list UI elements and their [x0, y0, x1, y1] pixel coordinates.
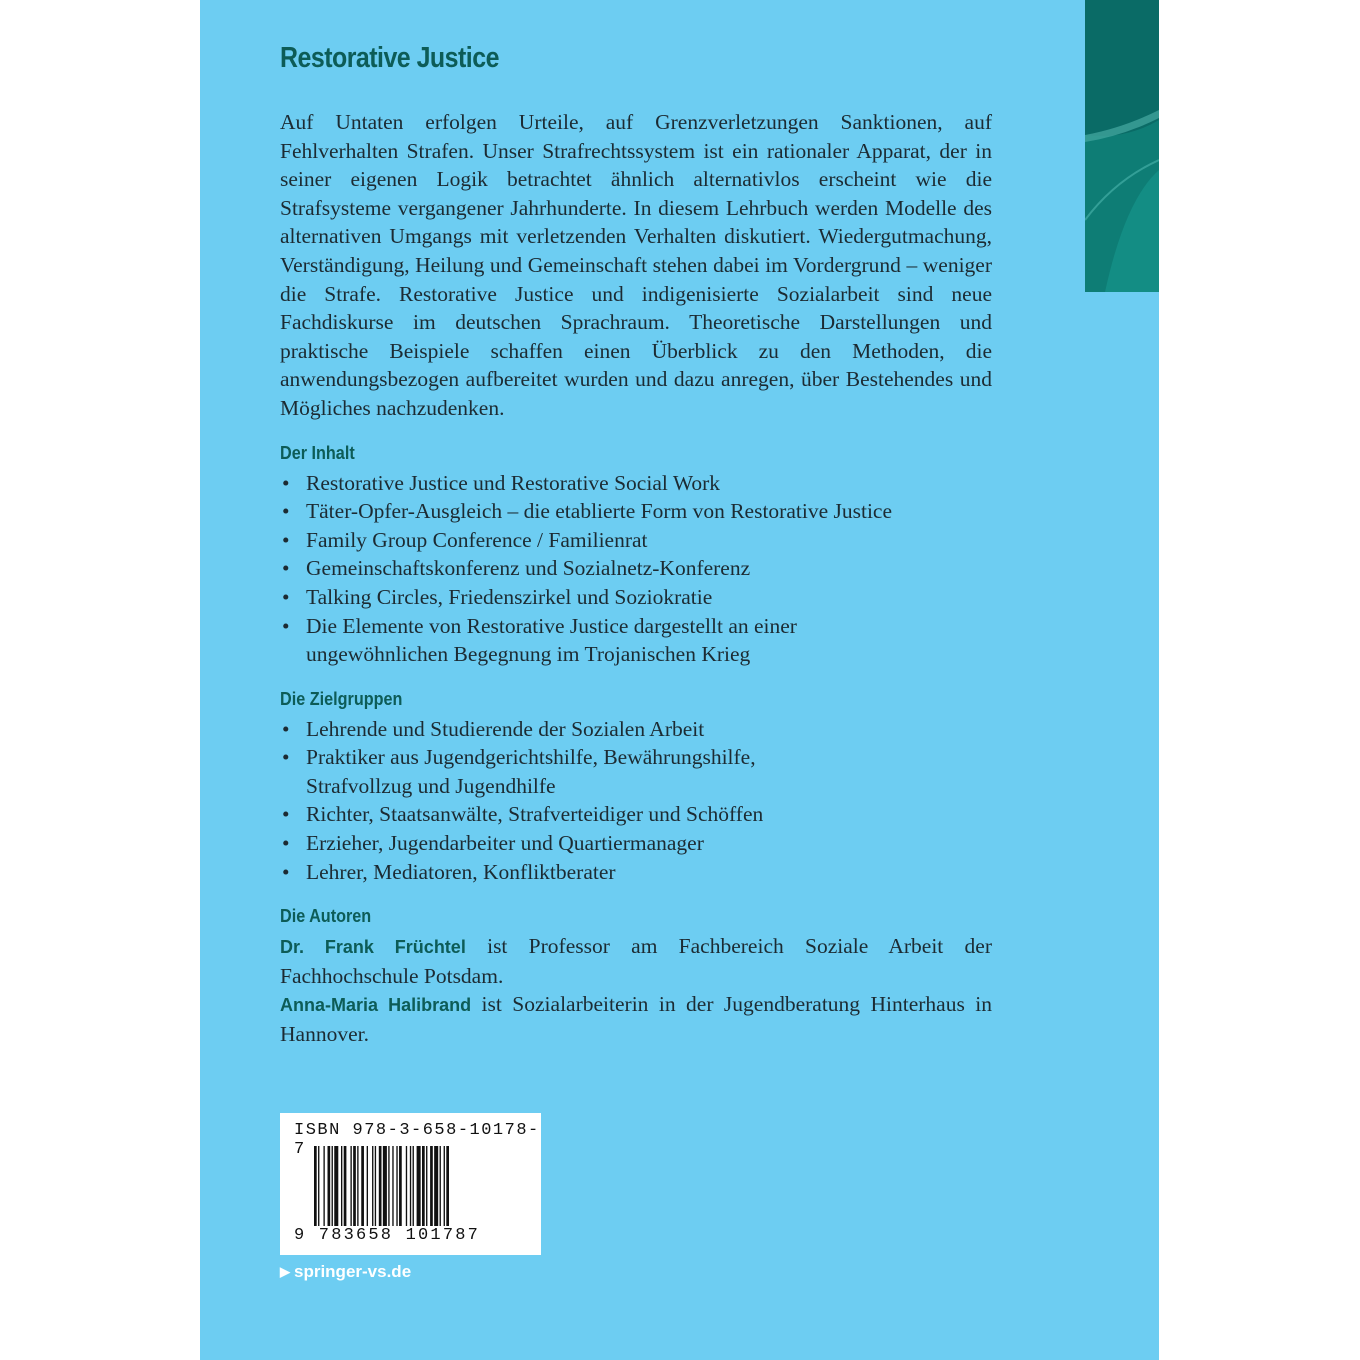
- contents-heading: Der Inhalt: [280, 442, 355, 463]
- accent-pattern-graphic: [1085, 0, 1159, 292]
- author-bio: [280, 990, 992, 1048]
- barcode-bar: [314, 1146, 317, 1226]
- list-item: • Die Elemente von Restorative Justice dargestellt an einer ungewöhnlichen Begegnung im Trojanischen Krieg: [282, 613, 797, 667]
- barcode-bar: [426, 1146, 427, 1226]
- target-groups-section: [280, 685, 992, 887]
- barcode-bar: [367, 1146, 368, 1226]
- book-title: Restorative Justice: [280, 42, 499, 74]
- play-arrow-icon: ▶: [280, 1264, 290, 1279]
- target-groups-heading: Die Zielgruppen: [280, 688, 403, 709]
- bullet-icon: •: [282, 716, 290, 741]
- barcode-bar: [328, 1146, 331, 1226]
- author-bio: [280, 932, 992, 990]
- bullet-icon: •: [282, 584, 290, 609]
- author-description: ist Professor am Fachbereich Soziale Arbeit der Fachhochschule Potsdam.: [280, 934, 992, 988]
- target-groups-list: [280, 715, 992, 887]
- barcode-bar: [422, 1146, 425, 1226]
- barcode-bar: [383, 1146, 387, 1226]
- barcode-bar: [323, 1146, 324, 1226]
- list-item: • Lehrende und Studierende der Sozialen Arbeit: [280, 715, 992, 744]
- barcode-bar: [396, 1146, 397, 1226]
- bullet-icon: •: [282, 470, 290, 495]
- barcode-bar: [417, 1146, 421, 1226]
- isbn-barcode: [280, 1113, 541, 1255]
- blurb-paragraph: Auf Untaten erfolgen Urteile, auf Grenzverletzungen Sanktionen, auf Fehlverhalten Strafen. Unser Strafrechtssystem ist ein rationaler Apparat, der in seiner eigenen Logik betrachtet ähnlich alternativlos erscheint wie die Strafsysteme vergangener Jahrhunderte. In diesem Lehrbuch werden Modelle des alternativen Umgangs mit verletzenden Verhalten diskutiert. Wiedergutmachung, Verständigung, Heilung und Gemeinschaft stehen dabei im Vordergrund – weniger die Strafe. Restorative Justice und indigenisierte Sozialarbeit sind neue Fachdiskurse im deutschen Sprachraum. Theoretische Darstellungen und praktische Beispiele schaffen einen Überblick zu den Methoden, die anwendungsbezogen aufbereitet wurden und dazu anregen, über Bestehendes und Mögliches nachzudenken.: [280, 110, 992, 420]
- bullet-icon: •: [282, 831, 290, 856]
- list-item: • Restorative Justice und Restorative Social Work: [280, 469, 992, 498]
- authors-heading: Die Autoren: [280, 906, 372, 927]
- author-name: Dr. Frank Früchtel: [280, 937, 466, 958]
- authors-section: [280, 902, 992, 1048]
- barcode-bar: [399, 1146, 402, 1226]
- barcode-bar: [341, 1146, 342, 1226]
- publisher-website[interactable]: [280, 1262, 411, 1282]
- list-item: • Richter, Staatsanwälte, Strafverteidiger und Schöffen: [280, 800, 992, 829]
- barcode-bar: [361, 1146, 364, 1226]
- barcode-bar: [406, 1146, 407, 1226]
- barcode-bar: [413, 1146, 414, 1226]
- barcode-bar: [332, 1146, 333, 1226]
- barcode-bar: [379, 1146, 382, 1226]
- barcode-bar: [388, 1146, 389, 1226]
- author-description: ist Sozialarbeiterin in der Jugendberatung Hinterhaus in Hannover.: [280, 992, 992, 1047]
- bullet-icon: •: [282, 802, 290, 827]
- barcode-bar: [440, 1146, 441, 1226]
- barcode-bar: [350, 1146, 351, 1226]
- contents-section: [280, 439, 992, 669]
- list-item: • Erzieher, Jugendarbeiter und Quartiermanager: [280, 829, 992, 858]
- isbn-label: ISBN 978-3-658-10178-7: [294, 1121, 540, 1159]
- list-item: • Talking Circles, Friedenszirkel und Soziokratie: [280, 583, 992, 612]
- barcode-bar: [446, 1146, 449, 1226]
- cover-text-area: [280, 36, 992, 1049]
- bullet-icon: •: [282, 527, 290, 552]
- list-item: • Praktiker aus Jugendgerichtshilfe, Bewährungshilfe, Strafvollzug und Jugendhilfe: [282, 745, 756, 798]
- website-label: springer-vs.de: [294, 1262, 412, 1281]
- barcode-bar: [444, 1146, 445, 1226]
- bullet-icon: •: [282, 613, 290, 638]
- barcode-bar: [334, 1146, 338, 1226]
- barcode-bar: [392, 1146, 393, 1226]
- author-name: Anna-Maria Halibrand: [280, 995, 472, 1016]
- contents-list: [280, 469, 992, 669]
- barcode-bar: [353, 1146, 356, 1226]
- list-item: • Täter-Opfer-Ausgleich – die etablierte Form von Restorative Justice: [280, 497, 992, 526]
- barcode-bar: [357, 1146, 358, 1226]
- barcode-bar: [372, 1146, 373, 1226]
- barcode-bar: [430, 1146, 433, 1226]
- barcode-bar: [434, 1146, 438, 1226]
- teal-accent-panel: [1085, 0, 1159, 292]
- barcode-bar: [344, 1146, 347, 1226]
- bullet-icon: •: [282, 859, 290, 884]
- barcode-bar: [410, 1146, 411, 1226]
- list-item: • Lehrer, Mediatoren, Konfliktberater: [280, 858, 992, 887]
- isbn-digits: 9 783658 101787: [294, 1226, 481, 1245]
- bullet-icon: •: [282, 499, 290, 524]
- bullet-icon: •: [282, 556, 290, 581]
- book-back-cover: [200, 0, 1159, 1360]
- list-item: • Gemeinschaftskonferenz und Sozialnetz-Konferenz: [280, 554, 992, 583]
- barcode-bar: [318, 1146, 319, 1226]
- list-item: • Family Group Conference / Familienrat: [280, 526, 992, 555]
- barcode-graphic: [314, 1146, 510, 1226]
- barcode-bar: [375, 1146, 376, 1226]
- bullet-icon: •: [282, 745, 290, 770]
